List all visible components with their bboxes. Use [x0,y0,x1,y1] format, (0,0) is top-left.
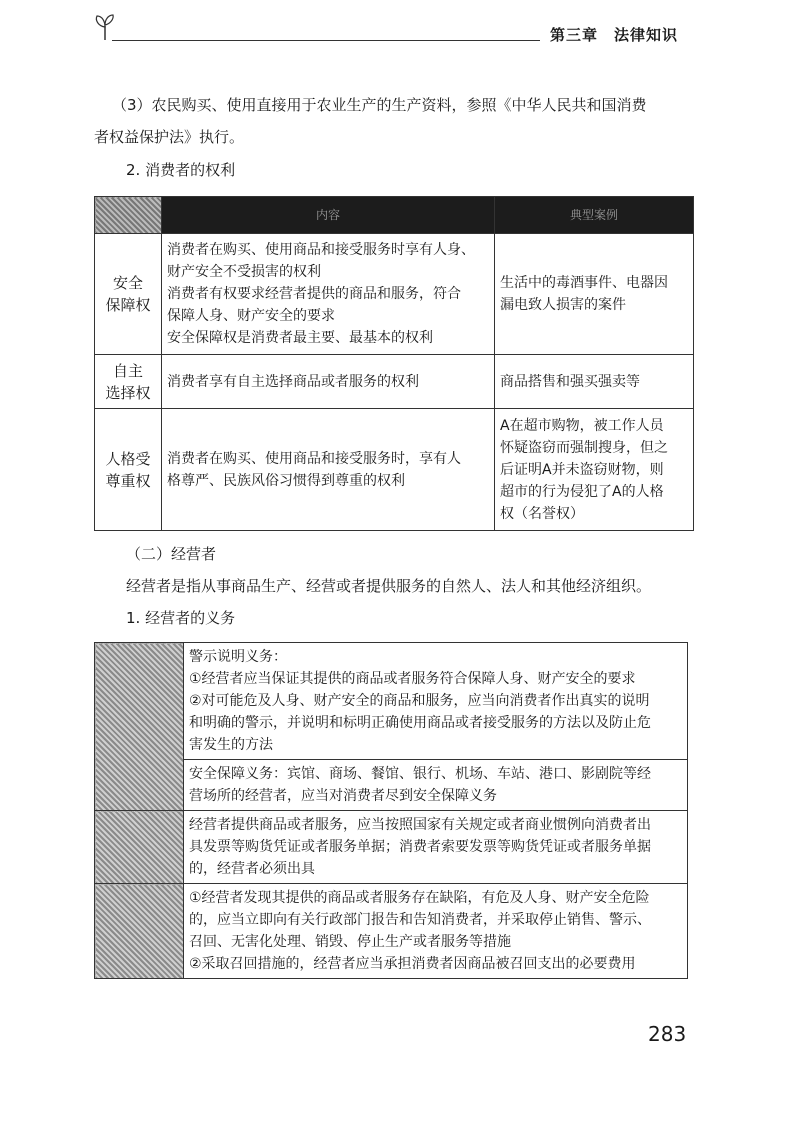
table-header-cell [95,197,162,234]
duty-content: 安全保障义务：宾馆、商场、餐馆、银行、机场、车站、港口、影剧院等经 营场所的经营者，应当对消费者尽到安全保障义务 [184,760,688,811]
section-heading: 1. 经营者的义务 [126,609,236,627]
table-row [95,760,688,811]
right-content: 消费者在购买、使用商品和接受服务时，享有人 格尊严、民族风俗习惯得到尊重的权利 [162,409,495,531]
duty-category-cell [95,884,184,979]
right-case: A在超市购物，被工作人员 怀疑盗窃而强制搜身，但之 后证明A并未盗窃财物，则 超市的行为侵犯了A的人格 权（名誉权） [495,409,694,531]
table-row [95,811,688,884]
page-number: 283 [648,1022,687,1046]
right-name: 安全 保障权 [95,234,162,355]
table-row [95,409,694,531]
duty-category-cell [95,811,184,884]
table-row [95,234,694,355]
right-content: 消费者在购买、使用商品和接受服务时享有人身、 财产安全不受损害的权利 消费者有权要求经营者提供的商品和服务，符合 保障人身、财产安全的要求 安全保障权是消费者最主要、最基本的权利 [162,234,495,355]
operator-definition: 经营者是指从事商品生产、经营或者提供服务的自然人、法人和其他经济组织。 [126,577,652,595]
consumer-rights-table [94,196,694,531]
section-heading: （二）经营者 [126,545,217,563]
para-line: 者权益保护法》执行。 [94,128,245,146]
right-content: 消费者享有自主选择商品或者服务的权利 [162,355,495,409]
header-rule [112,40,540,41]
right-name: 人格受 尊重权 [95,409,162,531]
table-row [95,643,688,760]
duty-category-cell [95,643,184,811]
table-header-cell: 内容 [162,197,495,234]
table-header-row [95,197,694,234]
duty-content: 经营者提供商品或者服务，应当按照国家有关规定或者商业惯例向消费者出 具发票等购货凭证或者服务单据；消费者索要发票等购货凭证或者服务单据 的，经营者必须出具 [184,811,688,884]
table-header-cell: 典型案例 [495,197,694,234]
table-row [95,355,694,409]
section-heading: 2. 消费者的权利 [126,161,236,179]
duty-content: ①经营者发现其提供的商品或者服务存在缺陷，有危及人身、财产安全危险 的，应当立即向有关行政部门报告和告知消费者，并采取停止销售、警示、 召回、无害化处理、销毁、停止生产或者服务等措施 ②采取召回措施的，经营者应当承担消费者因商品被召回支出的必要费用 [184,884,688,979]
right-name: 自主 选择权 [95,355,162,409]
chapter-header: 第三章 法律知识 [550,26,679,44]
right-case: 商品搭售和强买强卖等 [495,355,694,409]
operator-duties-table [94,642,688,979]
sprout-icon [92,12,118,42]
right-case: 生活中的毒酒事件、电器因 漏电致人损害的案件 [495,234,694,355]
duty-content: 警示说明义务： ①经营者应当保证其提供的商品或者服务符合保障人身、财产安全的要求 ②对可能危及人身、财产安全的商品和服务，应当向消费者作出真实的说明 和明确的警示，并说明和标明正确使用商品或者接受服务的方法以及防止危 害发生的方法 [184,643,688,760]
para-line: （3）农民购买、使用直接用于农业生产的生产资料，参照《中华人民共和国消费 [112,96,647,114]
table-row [95,884,688,979]
